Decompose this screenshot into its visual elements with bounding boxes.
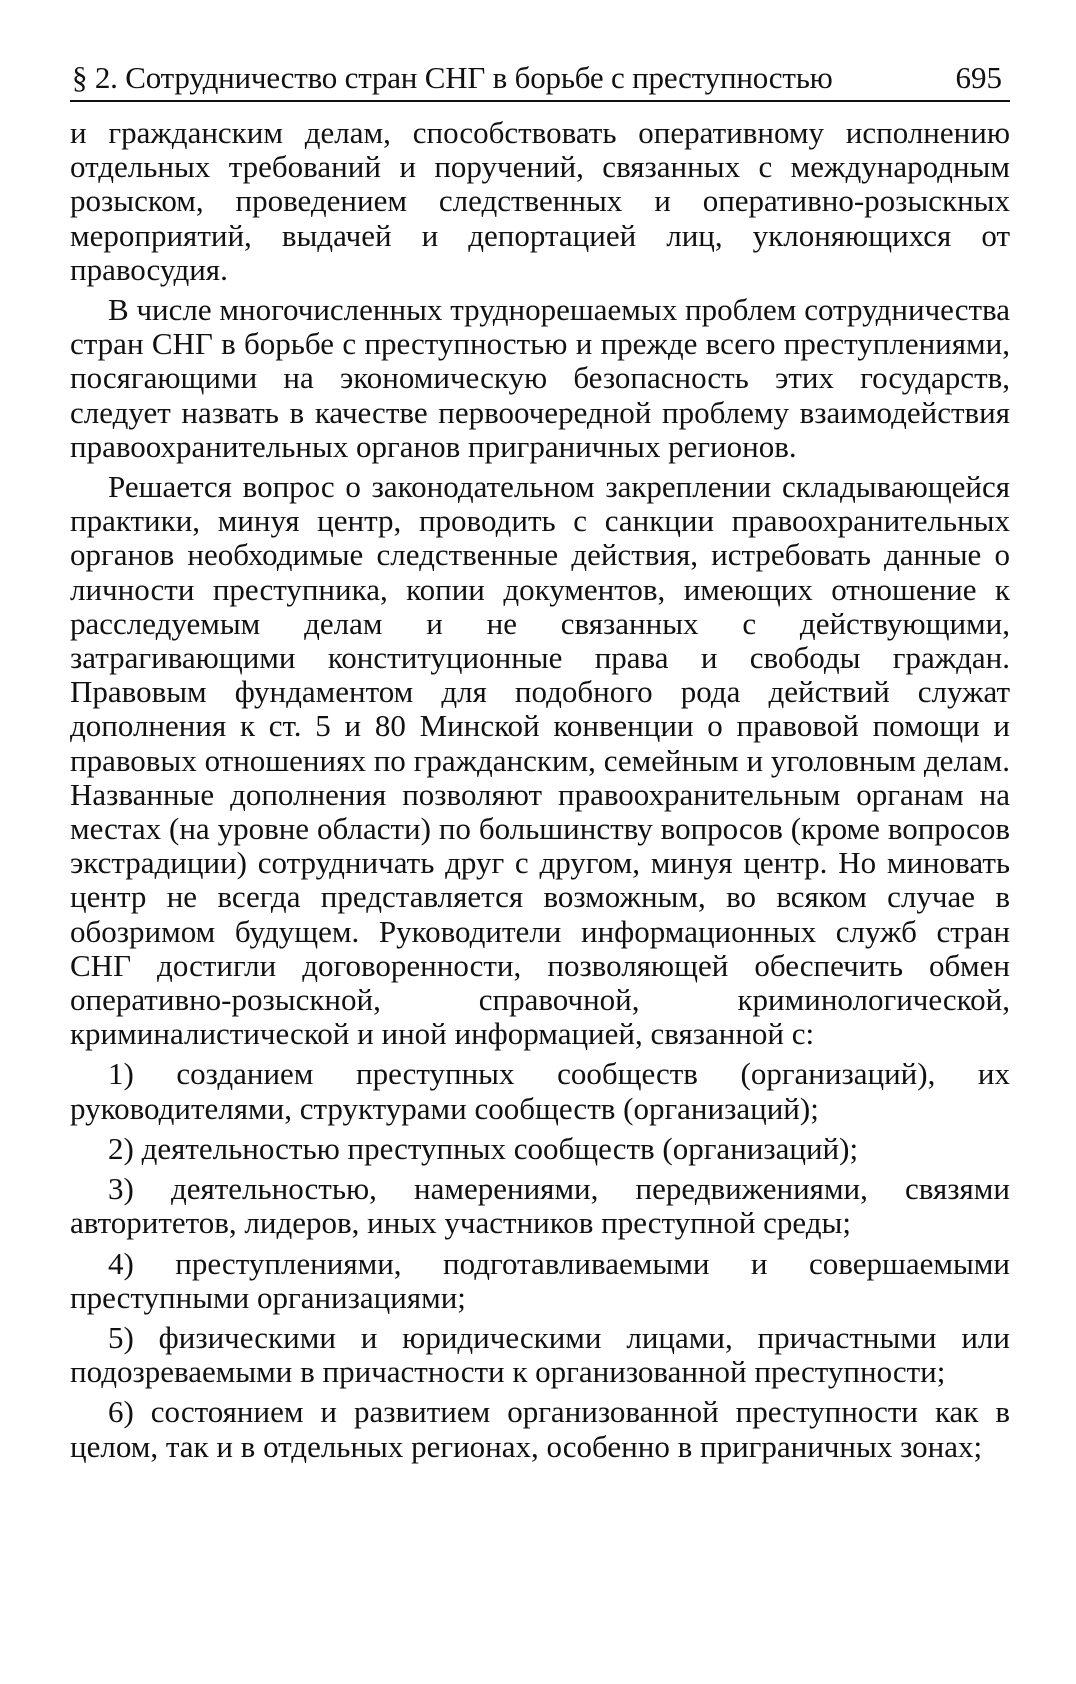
list-item: 1) созданием преступных сообществ (организаций), их руководителями, структурами сообществ (организаций); [70, 1056, 1010, 1126]
running-head [70, 58, 1010, 102]
list-item: 3) деятельностью, намерениями, передвижениями, связями авторитетов, лидеров, иных участников преступной среды; [70, 1171, 1010, 1241]
book-page [70, 58, 1010, 1470]
list-item: 2) деятельностью преступных сообществ (организаций); [108, 1130, 859, 1166]
section-title: § 2. Сотрудничество стран СНГ в борьбе с преступностью [72, 60, 833, 95]
list-item: 4) преступлениями, подготавливаемыми и совершаемыми преступными организациями; [70, 1245, 1010, 1315]
paragraph: Решается вопрос о законодательном закреплении складывающейся практики, минуя центр, проводить с санкции правоохранительных органов необходимые следственные действия, истребовать данные о личности преступника, копии документов, имеющих отношение к расследуемым делам и не связанных с действующими, затрагивающими конституционные права и свободы граждан. Правовым фундаментом для подобного рода действий служат дополнения к ст. 5 и 80 Минской конвенции о правовой помощи и правовых отношениях по гражданским, семейным и уголовным делам. Названные дополнения позволяют правоохранительным органам на местах (на уровне области) по большинству вопросов (кроме вопросов экстрадиции) сотрудничать друг с другом, минуя центр. Но миновать центр не всегда представляется возможным, во всяком случае в обозримом будущем. Руководители информационных служб стран СНГ достигли договоренности, позволяющей обеспечить обмен оперативно-розыскной, справочной, криминологической, криминалистической и иной информацией, связанной с: [70, 469, 1010, 1052]
page-number: 695 [955, 60, 1002, 95]
list-item: 5) физическими и юридическими лицами, причастными или подозреваемыми в причастности к организованной преступности; [70, 1319, 1010, 1390]
list-item: 6) состоянием и развитием организованной преступности как в целом, так и в отдельных регионах, особенно в приграничных зонах; [70, 1394, 1010, 1464]
paragraph: В числе многочисленных труднорешаемых проблем сотрудничества стран СНГ в борьбе с преступностью и прежде всего преступлениями, посягающими на экономическую безопасность этих государств, следует назвать в качестве первоочередной проблему взаимодействия правоохранительных органов приграничных регионов. [70, 292, 1010, 464]
body-text [70, 116, 1010, 1464]
paragraph-continued: и гражданским делам, способствовать оперативному исполнению отдельных требований и поручений, связанных с международным розыском, проведением следственных и оперативно-розыскных мероприятий, выдачей и депортацией лиц, уклоняющихся от правосудия. [70, 115, 1010, 287]
